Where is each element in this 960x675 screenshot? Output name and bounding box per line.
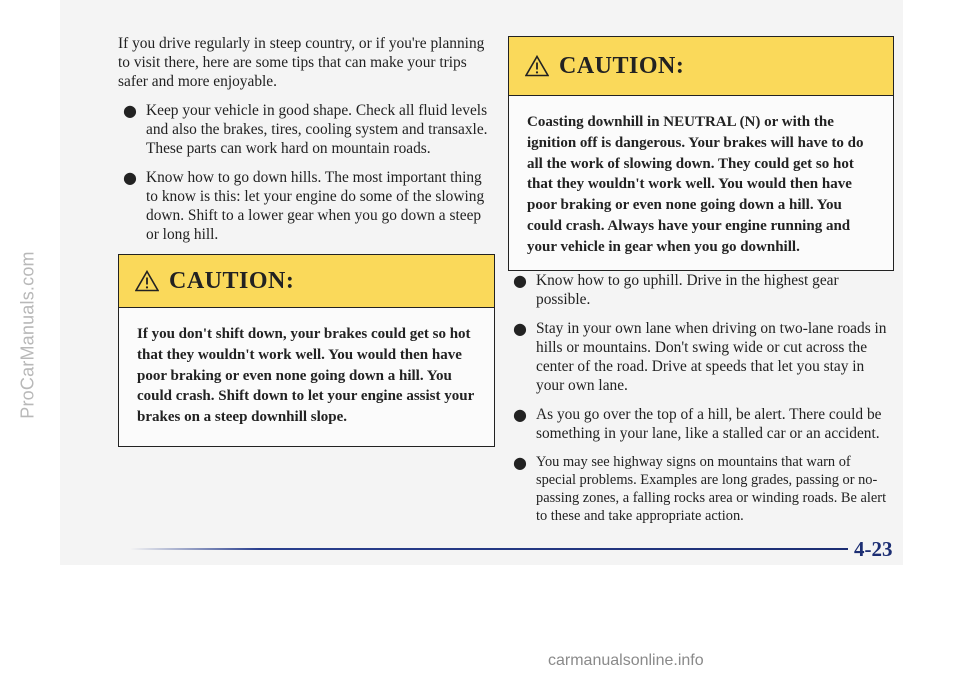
caution-title: CAUTION: <box>559 52 685 79</box>
bullet-icon: ● <box>123 101 137 120</box>
right-bullet-list <box>508 271 894 525</box>
bullet-icon: ● <box>513 452 527 472</box>
bullet-icon: ● <box>513 270 527 290</box>
caution-body: If you don't shift down, your brakes could get so hot that they wouldn't work well. You would then have poor braking or even none going down a hill. You could crash. Shift down to let your engine assist your brakes on a steep downhill slope. <box>137 326 474 426</box>
list-item <box>508 453 894 525</box>
footer-rule <box>130 548 848 550</box>
caution-title: CAUTION: <box>169 267 295 294</box>
left-bullet-list <box>118 101 493 244</box>
list-item-text: Know how to go down hills. The most important thing to know is this: let your engine do some of the slowing down. Shift to a lower gear when you go down a steep or long hill. <box>146 169 485 243</box>
bullet-icon: ● <box>513 404 527 424</box>
warning-triangle-icon <box>525 55 549 77</box>
left-column <box>118 34 493 447</box>
watermark-text: carmanualsonline.info <box>548 652 704 669</box>
caution-body: Coasting downhill in NEUTRAL (N) or with the ignition off is dangerous. Your brakes will have to do all the work of slowing down. They could get so hot that they wouldn't work well. You would then have poor braking or even none going down a hill. You could crash. Always have your engine running and your vehicle in gear when you go downhill. <box>527 114 864 255</box>
page-number: 4-23 <box>854 537 893 561</box>
list-item <box>118 168 493 244</box>
list-item-text: Keep your vehicle in good shape. Check all fluid levels and also the brakes, tires, cooling system and transaxle. These parts can work hard on mountain roads. <box>146 102 488 157</box>
list-item-text: Stay in your own lane when driving on two-lane roads in hills or mountains. Don't swing wide or cut across the center of the road. Drive at speeds that let you stay in your own lane. <box>536 319 887 394</box>
right-column <box>508 36 894 535</box>
list-item <box>508 405 894 443</box>
list-item-text: As you go over the top of a hill, be alert. There could be something in your lane, like a stalled car or an accident. <box>536 405 882 442</box>
intro-paragraph: If you drive regularly in steep country, or if you're planning to visit there, here are some tips that can make your trips safer and more enjoyable. <box>118 35 485 90</box>
list-item <box>508 271 894 309</box>
caution-box-coasting <box>508 36 894 271</box>
list-item <box>508 319 894 395</box>
bullet-icon: ● <box>513 318 527 338</box>
caution-header <box>119 255 494 308</box>
warning-triangle-icon <box>135 270 159 292</box>
list-item <box>118 101 493 158</box>
list-item-text: You may see highway signs on mountains that warn of special problems. Examples are long grades, passing or no-passing zones, a falling rocks area or winding roads. Be alert to these and take appropriate action. <box>536 453 887 524</box>
list-item-text: Know how to go uphill. Drive in the highest gear possible. <box>536 271 839 308</box>
caution-header <box>509 37 893 96</box>
caution-box-shift-down <box>118 254 495 447</box>
bullet-icon: ● <box>123 168 137 187</box>
sidebar-watermark: ProCarManuals.com <box>17 251 38 419</box>
